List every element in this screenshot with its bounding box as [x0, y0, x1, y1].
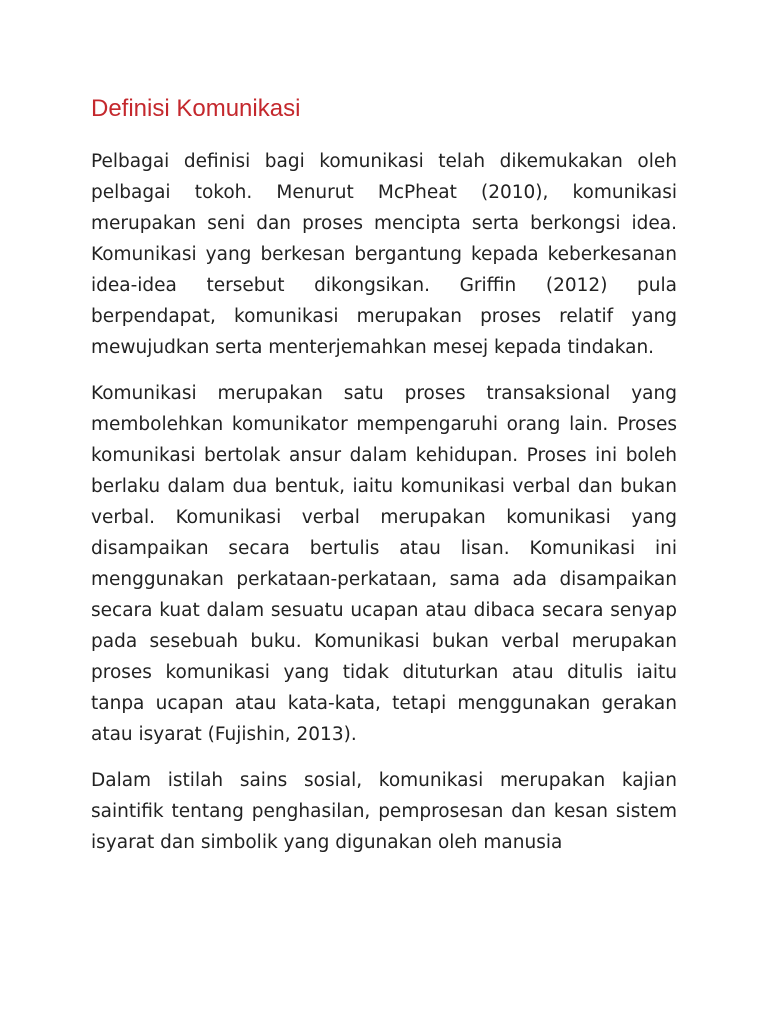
paragraph-1: Pelbagai definisi bagi komunikasi telah dikemukakan oleh pelbagai tokoh. Menurut McPheat (2010), komunikasi merupakan seni dan proses mencipta serta berkongsi idea. Komunikasi yang berkesan bergantung kepada keberkesanan idea-idea tersebut dikongsikan. Griffin (2012) pula berpendapat, komunikasi merupakan proses relatif yang mewujudkan serta menterjemahkan mesej kepada tindakan.	[91, 151, 677, 358]
paragraph-2: Komunikasi merupakan satu proses transaksional yang membolehkan komunikator mempengaruhi orang lain. Proses komunikasi bertolak ansur dalam kehidupan. Proses ini boleh berlaku dalam dua bentuk, iaitu komunikasi verbal dan bukan verbal. Komunikasi verbal merupakan komunikasi yang disampaikan secara bertulis atau lisan. Komunikasi ini menggunakan perkataan-perkataan, sama ada disampaikan secara kuat dalam sesuatu ucapan atau dibaca secara senyap pada sesebuah buku. Komunikasi bukan verbal merupakan proses komunikasi yang tidak dituturkan atau ditulis iaitu tanpa ucapan atau kata-kata, tetapi menggunakan gerakan atau isyarat (Fujishin, 2013).	[91, 383, 677, 745]
paragraph-3: Dalam istilah sains sosial, komunikasi merupakan kajian saintifik tentang penghasilan, pemprosesan dan kesan sistem isyarat dan simbolik yang digunakan oleh manusia	[91, 770, 677, 853]
document-body	[91, 92, 677, 858]
section-heading: Definisi Komunikasi	[91, 95, 301, 122]
